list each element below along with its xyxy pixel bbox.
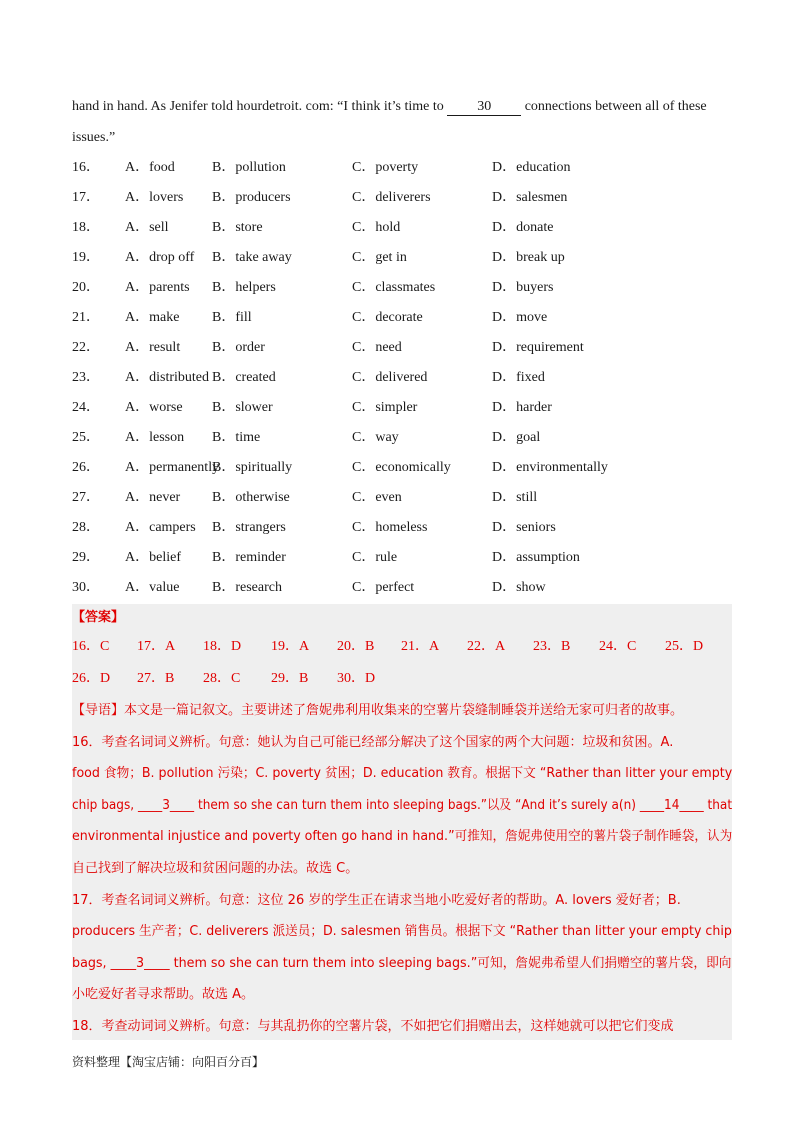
option-b: B．reminder <box>212 550 286 565</box>
answer-item: 29．B <box>271 671 309 686</box>
explanation-line: 【导语】本文是一篇记叙文。主要讲述了詹妮弗利用收集来的空薯片袋缝制睡袋并送给无家可归者的故事。 <box>72 703 684 718</box>
answer-item: 26．D <box>72 671 111 686</box>
option-c: C．economically <box>352 460 451 475</box>
question-number: 24． <box>72 400 100 415</box>
option-a: A．lesson <box>125 430 185 445</box>
intro-line-1: hand in hand. As Jenifer told hourdetroit. com: “I think it’s time to 30 connections between all of these <box>72 99 707 114</box>
question-number: 26． <box>72 460 100 475</box>
option-a: A．worse <box>125 400 183 415</box>
answer-header: 【答案】 <box>72 610 125 625</box>
option-a: A．sell <box>125 220 169 235</box>
question-number: 18． <box>72 220 100 235</box>
explanation-line: bags, ____3____ them so she can turn them into sleeping bags.”可知，詹妮弗希望人们捐赠空的薯片袋，即向 <box>72 955 732 971</box>
option-a: A．make <box>125 310 180 325</box>
question-number: 16． <box>72 160 100 175</box>
question-row <box>72 428 732 448</box>
footer-credit: 资料整理【淘宝店铺：向阳百分百】 <box>72 1055 265 1069</box>
explanation-line: food 食物；B. pollution 污染；C. poverty 贫困；D. education 教育。根据下文 “Rather than litter your empty <box>72 766 733 782</box>
question-row <box>72 518 732 538</box>
option-c: C．classmates <box>352 280 436 295</box>
answer-row-2 <box>72 669 732 689</box>
option-b: B．take away <box>212 250 292 265</box>
option-c: C．deliverers <box>352 190 431 205</box>
question-number: 27． <box>72 490 100 505</box>
question-row <box>72 158 732 178</box>
option-d: D．buyers <box>492 280 554 295</box>
option-c: C．simpler <box>352 400 418 415</box>
option-b: B．pollution <box>212 160 286 175</box>
explanation-line: 17．考查名词词义辨析。句意：这位 26 岁的学生正在请求当地小吃爱好者的帮助。A. lovers 爱好者；B. <box>72 892 681 908</box>
explanation-line: chip bags, ____3____ them so she can turn them into sleeping bags.”以及 “And it’s surely a(n) ____14____ that <box>72 797 733 813</box>
question-number: 28． <box>72 520 100 535</box>
question-row <box>72 248 732 268</box>
option-a: A．parents <box>125 280 190 295</box>
question-number: 29． <box>72 550 100 565</box>
explanation-line: producers 生产者；C. deliverers 派送员；D. salesmen 销售员。根据下文 “Rather than litter your empty chip <box>72 924 732 940</box>
option-a: A．distributed <box>125 370 209 385</box>
option-a: A．belief <box>125 550 181 565</box>
option-b: B．otherwise <box>212 490 290 505</box>
option-d: D．requirement <box>492 340 584 355</box>
option-b: B．order <box>212 340 265 355</box>
option-b: B．research <box>212 580 282 595</box>
question-row <box>72 308 732 328</box>
option-a: A．result <box>125 340 181 355</box>
answer-item: 18．D <box>203 639 242 654</box>
question-number: 23． <box>72 370 100 385</box>
option-d: D．seniors <box>492 520 556 535</box>
answer-item: 28．C <box>203 671 241 686</box>
answer-item: 16．C <box>72 639 110 654</box>
option-c: C．perfect <box>352 580 415 595</box>
intro-line-2: issues.” <box>72 130 116 145</box>
answer-item: 30．D <box>337 671 376 686</box>
option-c: C．rule <box>352 550 398 565</box>
option-c: C．homeless <box>352 520 428 535</box>
explanation-line: 小吃爱好者寻求帮助。故选 A。 <box>72 987 255 1003</box>
explanation-line: 自己找到了解决垃圾和贫困问题的办法。故选 C。 <box>72 861 359 876</box>
question-number: 30． <box>72 580 100 595</box>
explanation-line: environmental injustice and poverty often go hand in hand.”可推知，詹妮弗使用空的薯片袋子制作睡袋，认为 <box>72 829 733 845</box>
question-number: 22． <box>72 340 100 355</box>
option-c: C．hold <box>352 220 401 235</box>
option-b: B．spiritually <box>212 460 293 475</box>
option-b: B．producers <box>212 190 291 205</box>
option-b: B．store <box>212 220 263 235</box>
option-b: B．helpers <box>212 280 276 295</box>
option-c: C．need <box>352 340 402 355</box>
option-d: D．harder <box>492 400 552 415</box>
question-row <box>72 548 732 568</box>
option-d: D．assumption <box>492 550 580 565</box>
question-row <box>72 578 732 598</box>
option-c: C．poverty <box>352 160 419 175</box>
answer-item: 19．A <box>271 639 310 654</box>
option-b: B．fill <box>212 310 252 325</box>
answer-item: 17．A <box>137 639 176 654</box>
answer-item: 21．A <box>401 639 440 654</box>
option-d: D．move <box>492 310 548 325</box>
question-row <box>72 458 732 478</box>
option-c: C．get in <box>352 250 407 265</box>
question-number: 17． <box>72 190 100 205</box>
explanation-line: 18．考查动词词义辨析。句意：与其乱扔你的空薯片袋，不如把它们捐赠出去，这样她就可以把它们变成 <box>72 1019 674 1034</box>
question-number: 20． <box>72 280 100 295</box>
option-d: D．donate <box>492 220 554 235</box>
blank-30: 30 <box>447 99 521 116</box>
option-d: D．still <box>492 490 538 505</box>
option-b: B．slower <box>212 400 273 415</box>
option-d: D．break up <box>492 250 565 265</box>
question-row <box>72 488 732 508</box>
question-row <box>72 398 732 418</box>
option-c: C．decorate <box>352 310 423 325</box>
option-b: B．created <box>212 370 276 385</box>
question-row <box>72 188 732 208</box>
answer-item: 22．A <box>467 639 506 654</box>
option-a: A．permanently <box>125 460 220 475</box>
option-d: D．goal <box>492 430 541 445</box>
answer-item: 25．D <box>665 639 704 654</box>
answer-row-1 <box>72 637 732 657</box>
explanation-line: 16．考查名词词义辨析。句意：她认为自己可能已经部分解决了这个国家的两个大问题：垃圾和贫困。A. <box>72 734 674 750</box>
answer-item: 23．B <box>533 639 571 654</box>
question-row <box>72 218 732 238</box>
option-b: B．time <box>212 430 261 445</box>
option-c: C．way <box>352 430 399 445</box>
option-d: D．education <box>492 160 571 175</box>
question-row <box>72 278 732 298</box>
option-b: B．strangers <box>212 520 286 535</box>
question-row <box>72 338 732 358</box>
option-a: A．lovers <box>125 190 184 205</box>
question-number: 25． <box>72 430 100 445</box>
option-a: A．value <box>125 580 180 595</box>
option-d: D．fixed <box>492 370 545 385</box>
option-a: A．campers <box>125 520 196 535</box>
option-c: C．even <box>352 490 402 505</box>
option-a: A．never <box>125 490 181 505</box>
question-number: 21． <box>72 310 100 325</box>
option-a: A．drop off <box>125 250 195 265</box>
answer-item: 20．B <box>337 639 375 654</box>
question-row <box>72 368 732 388</box>
option-d: D．salesmen <box>492 190 568 205</box>
option-d: D．environmentally <box>492 460 608 475</box>
option-d: D．show <box>492 580 546 595</box>
option-c: C．delivered <box>352 370 428 385</box>
answer-item: 27．B <box>137 671 175 686</box>
option-a: A．food <box>125 160 175 175</box>
answer-item: 24．C <box>599 639 637 654</box>
question-number: 19． <box>72 250 100 265</box>
